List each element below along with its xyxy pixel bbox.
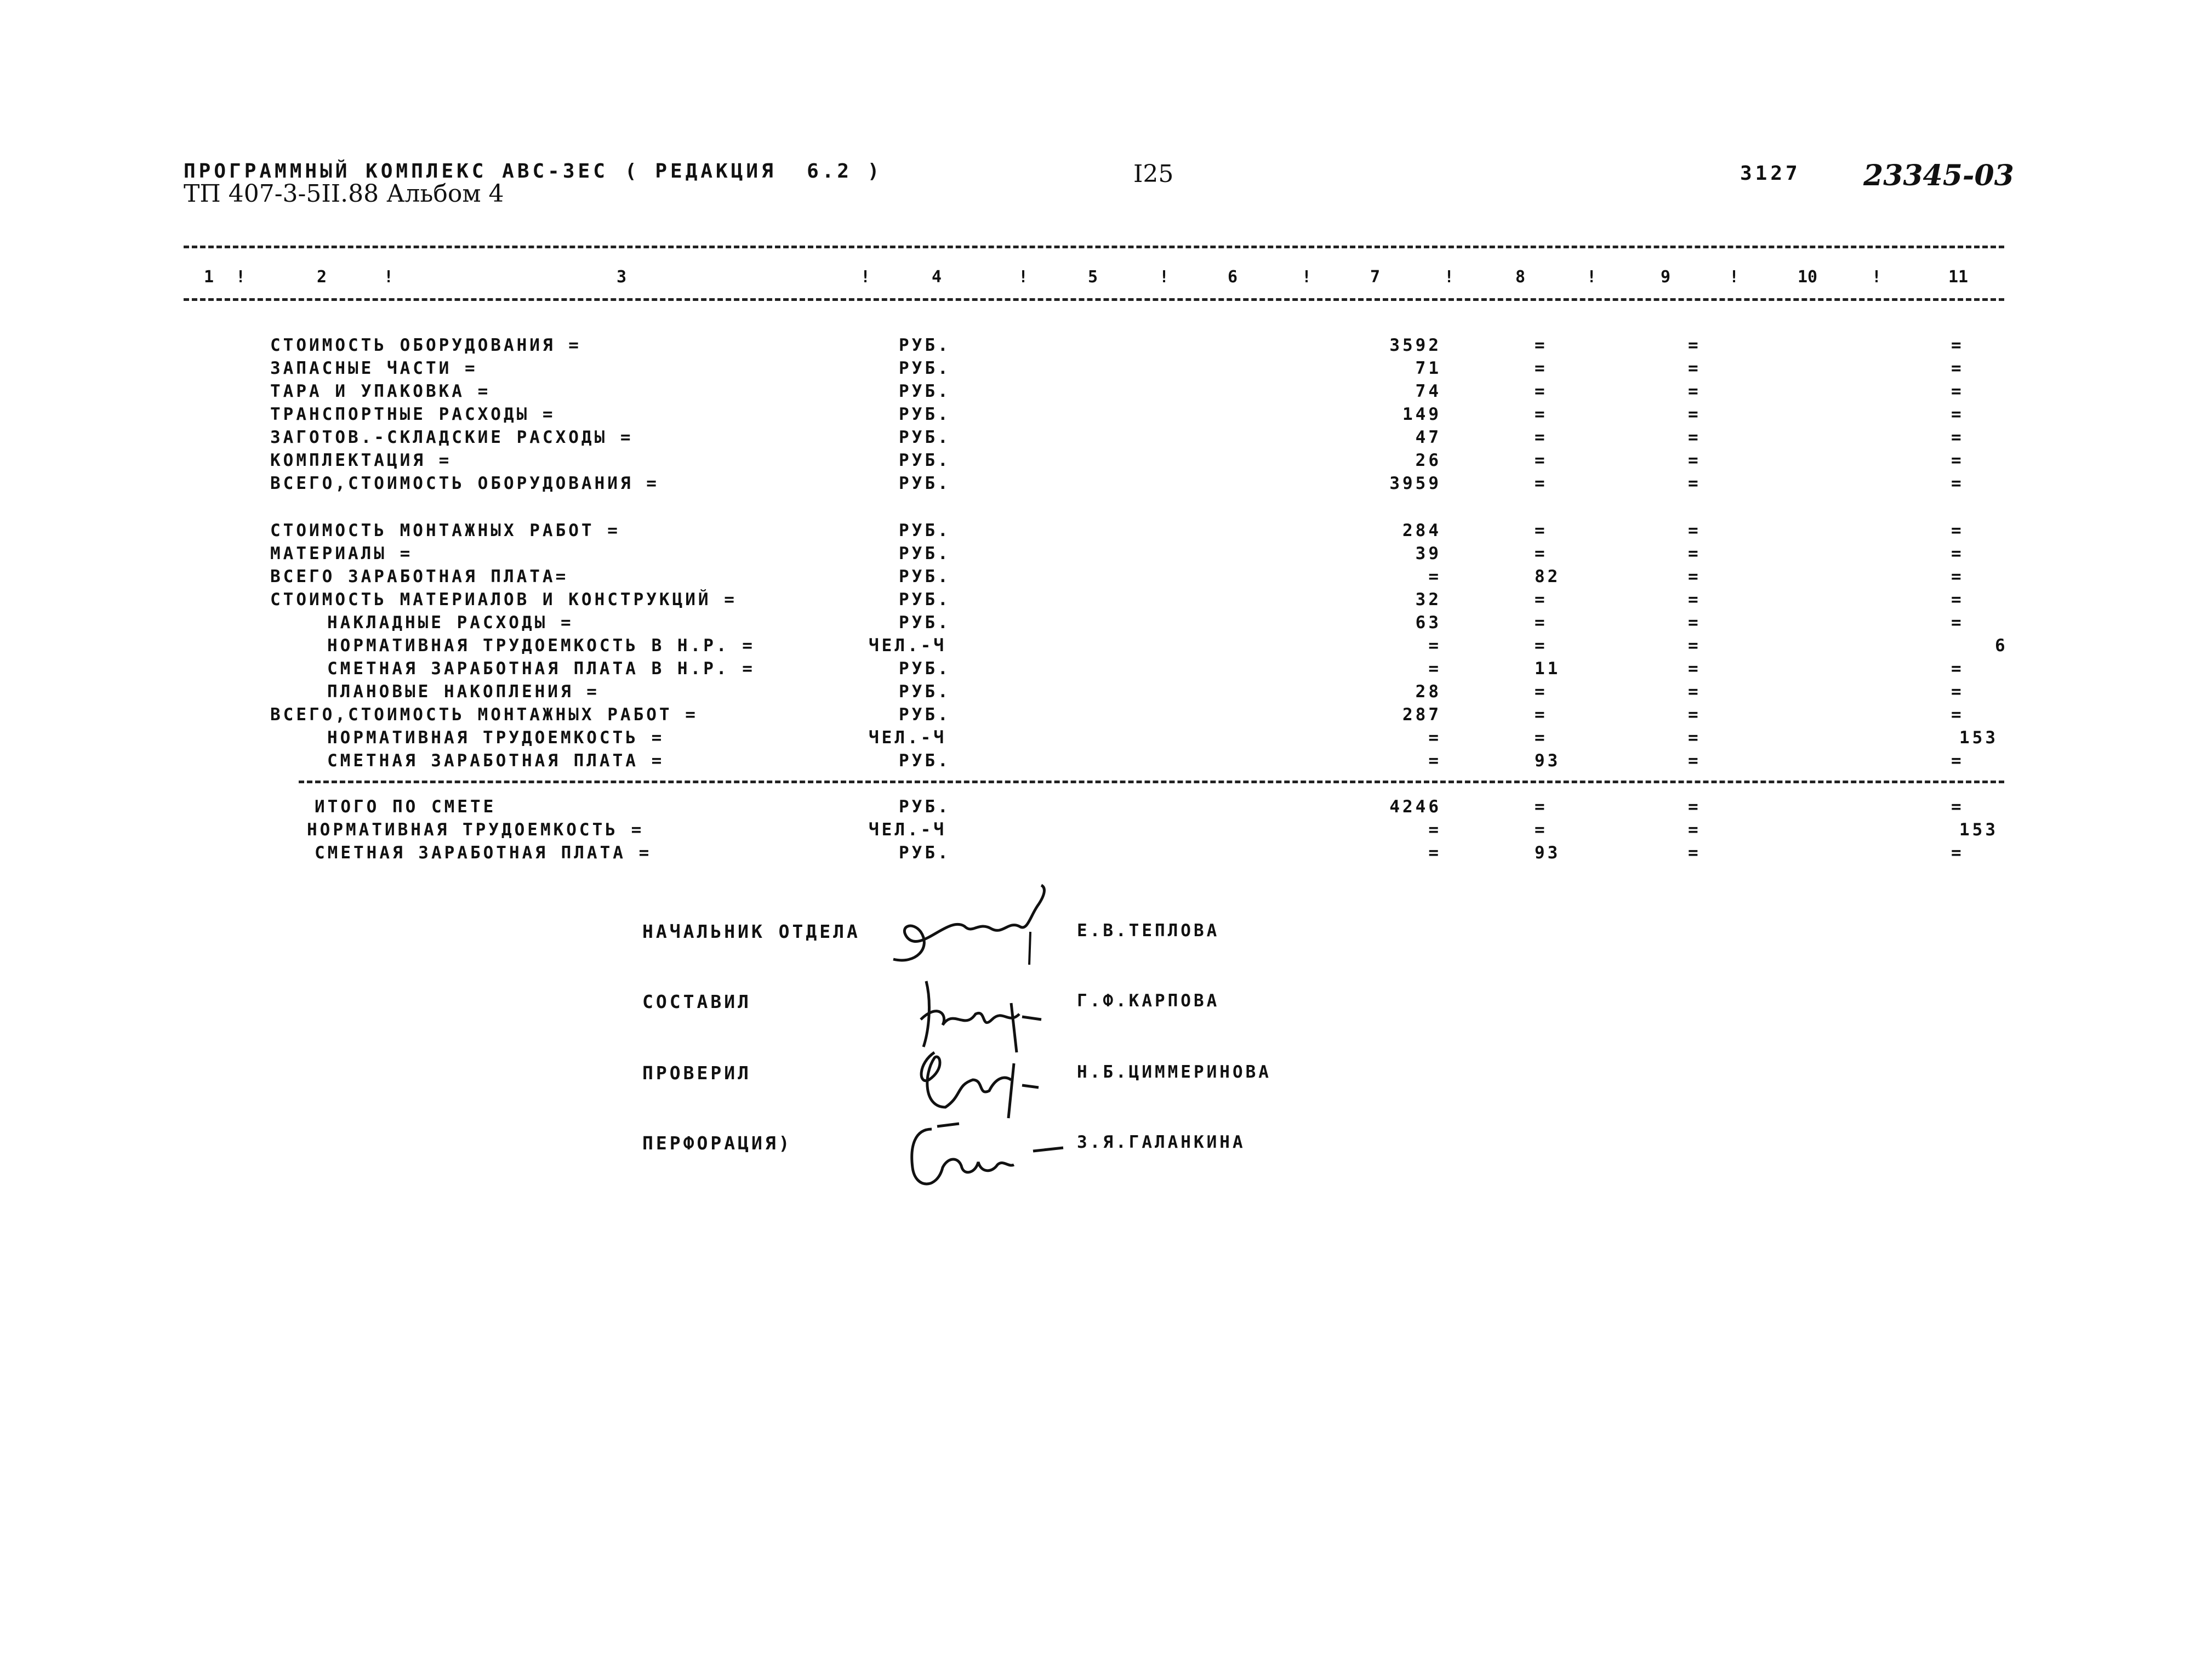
col-header-5: 5 [1088,267,1098,287]
program-name: ПРОГРАММНЫЙ КОМПЛЕКС АВС-3ЕС [184,160,608,183]
row-name: СТОИМОСТЬ ОБОРУДОВАНИЯ = [270,335,581,355]
col-header-11: 11 [1948,267,1969,287]
col-header-9: 9 [1661,267,1671,287]
row-value-9: = [1688,728,1701,748]
row-value-11: = [1951,659,1964,679]
row-value-9: = [1688,335,1701,355]
row-name: НОРМАТИВНАЯ ТРУДОЕМКОСТЬ = [307,820,645,840]
row-value-9: = [1688,451,1701,470]
table-row [0,728,2207,751]
handwritten-number: 23345-03 [1863,159,2014,192]
row-name: ТАРА И УПАКОВКА = [270,381,491,401]
row-value-11: = [1951,797,1964,817]
signature-name: З.Я.ГАЛАНКИНА [1077,1132,1246,1152]
table-row [0,751,2207,774]
table-row [0,405,2207,428]
table-row [0,567,2207,590]
row-name: СМЕТНАЯ ЗАРАБОТНАЯ ПЛАТА В Н.Р. = [327,659,755,679]
row-value-7: 71 [1415,358,1441,378]
row-value-11: 153 [1959,820,1998,840]
row-value-7: 32 [1415,590,1441,610]
column-headers: 1 2 3 4 5 6 7 8 9 10 11 ! ! ! ! ! ! ! ! ! ! [204,267,1969,287]
row-unit: РУБ. [899,474,951,493]
table-row [0,381,2207,405]
row-value-11: = [1951,544,1964,563]
row-value-8: = [1535,521,1548,540]
row-value-7: 28 [1415,682,1441,702]
row-name: НАКЛАДНЫЕ РАСХОДЫ = [327,613,574,633]
document-code: 3127 [1740,162,1801,185]
row-value-9: = [1688,358,1701,378]
row-value-11: = [1951,751,1964,771]
table-row [0,613,2207,636]
row-value-9: = [1688,705,1701,725]
row-unit: РУБ. [899,521,951,540]
row-value-8: = [1535,474,1548,493]
row-value-11: = [1951,335,1964,355]
row-value-11: = [1951,705,1964,725]
row-unit: РУБ. [899,843,951,863]
row-value-11: = [1951,590,1964,610]
signature-title: СОСТАВИЛ [642,991,751,1012]
rule-before-total [299,781,2004,783]
row-value-8: 11 [1535,659,1561,679]
row-unit: РУБ. [899,682,951,702]
table-row [0,797,2207,820]
col-header-10: 10 [1798,267,1818,287]
row-value-7: 39 [1415,544,1441,563]
row-unit: РУБ. [899,613,951,633]
row-value-9: = [1688,474,1701,493]
col-header-8: 8 [1515,267,1526,287]
row-value-8: = [1535,797,1548,817]
col-header-4: 4 [932,267,942,287]
row-unit: РУБ. [899,428,951,447]
row-name: СМЕТНАЯ ЗАРАБОТНАЯ ПЛАТА = [315,843,652,863]
row-name: ВСЕГО,СТОИМОСТЬ ОБОРУДОВАНИЯ = [270,474,659,493]
row-name: ЗАПАСНЫЕ ЧАСТИ = [270,358,478,378]
signature-mark [882,882,1058,976]
row-unit: ЧЕЛ.-Ч [869,820,946,840]
table-row [0,636,2207,659]
row-value-7: = [1428,636,1441,656]
row-name: СТОИМОСТЬ МОНТАЖНЫХ РАБОТ = [270,521,620,540]
row-value-9: = [1688,820,1701,840]
col-header-3: 3 [617,267,627,287]
row-unit: ЧЕЛ.-Ч [869,636,946,656]
row-name: ВСЕГО,СТОИМОСТЬ МОНТАЖНЫХ РАБОТ = [270,705,698,725]
row-unit: ЧЕЛ.-Ч [869,728,946,748]
row-unit: РУБ. [899,590,951,610]
signature-name: Е.В.ТЕПЛОВА [1077,921,1220,941]
edition-label: ( РЕДАКЦИЯ 6.2 ) [625,160,883,183]
col-header-7: 7 [1370,267,1381,287]
row-name: СТОИМОСТЬ МАТЕРИАЛОВ И КОНСТРУКЦИЙ = [270,590,737,610]
row-value-11: = [1951,405,1964,424]
col-header-2: 2 [317,267,327,287]
row-unit: РУБ. [899,335,951,355]
row-value-7: 4246 [1389,797,1441,817]
row-value-9: = [1688,567,1701,586]
row-value-7: 3592 [1389,335,1441,355]
row-value-7: 287 [1402,705,1441,725]
row-value-8: = [1535,428,1548,447]
row-value-7: = [1428,659,1441,679]
rule-header-bottom [184,298,2004,301]
row-name: НОРМАТИВНАЯ ТРУДОЕМКОСТЬ = [327,728,665,748]
row-value-7: 26 [1415,451,1441,470]
table-row [0,428,2207,451]
row-value-9: = [1688,751,1701,771]
row-unit: РУБ. [899,451,951,470]
row-unit: РУБ. [899,659,951,679]
signature-title: ПЕРФОРАЦИЯ) [642,1132,792,1154]
row-value-8: 82 [1535,567,1561,586]
row-value-8: = [1535,451,1548,470]
row-value-9: = [1688,590,1701,610]
row-value-7: 63 [1415,613,1441,633]
row-name: ВСЕГО ЗАРАБОТНАЯ ПЛАТА= [270,567,569,586]
row-unit: РУБ. [899,358,951,378]
row-unit: РУБ. [899,705,951,725]
row-value-8: = [1535,405,1548,424]
row-value-7: 74 [1415,381,1441,401]
row-value-8: = [1535,636,1548,656]
row-value-9: = [1688,428,1701,447]
signature-title: ПРОВЕРИЛ [642,1062,751,1084]
row-value-7: = [1428,728,1441,748]
row-value-8: = [1535,682,1548,702]
row-value-11: = [1951,613,1964,633]
row-unit: РУБ. [899,797,951,817]
col-header-6: 6 [1228,267,1238,287]
table-row [0,820,2207,843]
row-value-9: = [1688,636,1701,656]
page-number: I25 [1133,160,1174,188]
row-value-7: 47 [1415,428,1441,447]
row-unit: РУБ. [899,405,951,424]
table-row [0,590,2207,613]
table-row [0,474,2207,497]
table-row [0,659,2207,682]
row-value-11: = [1951,451,1964,470]
row-value-7: 3959 [1389,474,1441,493]
row-value-9: = [1688,405,1701,424]
row-value-9: = [1688,797,1701,817]
row-value-8: = [1535,613,1548,633]
row-value-9: = [1688,682,1701,702]
row-value-8: 93 [1535,751,1561,771]
row-value-9: = [1688,843,1701,863]
row-value-11: = [1951,521,1964,540]
row-value-11: 6 [1995,636,2008,656]
row-value-8: = [1535,728,1548,748]
table-row [0,544,2207,567]
row-name: ПЛАНОВЫЕ НАКОПЛЕНИЯ = [327,682,600,702]
table-row [0,705,2207,728]
table-row [0,521,2207,544]
row-value-7: 284 [1402,521,1441,540]
table-row [0,682,2207,705]
row-value-7: = [1428,820,1441,840]
col-header-1: 1 [204,267,214,287]
row-value-11: = [1951,381,1964,401]
row-value-9: = [1688,521,1701,540]
document-title: ТП 407-3-5II.88 Альбом 4 [184,180,504,208]
row-unit: РУБ. [899,381,951,401]
row-value-11: = [1951,843,1964,863]
signature-mark [913,1041,1055,1124]
row-name: ЗАГОТОВ.-СКЛАДСКИЕ РАСХОДЫ = [270,428,634,447]
row-value-9: = [1688,613,1701,633]
row-name: СМЕТНАЯ ЗАРАБОТНАЯ ПЛАТА = [327,751,665,771]
row-value-7: = [1428,843,1441,863]
row-name: МАТЕРИАЛЫ = [270,544,413,563]
signature-name: Н.Б.ЦИММЕРИНОВА [1077,1062,1271,1082]
row-value-11: 153 [1959,728,1998,748]
row-value-8: = [1535,335,1548,355]
row-value-11: = [1951,428,1964,447]
row-name: ИТОГО ПО СМЕТЕ [315,797,497,817]
row-value-11: = [1951,682,1964,702]
rule-top [184,246,2004,248]
row-value-8: = [1535,381,1548,401]
table-row [0,451,2207,474]
row-unit: РУБ. [899,544,951,563]
row-value-8: = [1535,705,1548,725]
row-value-9: = [1688,659,1701,679]
row-value-11: = [1951,474,1964,493]
row-unit: РУБ. [899,751,951,771]
row-name: НОРМАТИВНАЯ ТРУДОЕМКОСТЬ В Н.Р. = [327,636,755,656]
row-value-8: = [1535,544,1548,563]
signature-title: НАЧАЛЬНИК ОТДЕЛА [642,921,860,942]
row-value-11: = [1951,567,1964,586]
signature-name: Г.Ф.КАРПОВА [1077,991,1220,1011]
row-value-9: = [1688,544,1701,563]
signature-mark [899,1113,1074,1195]
row-name: КОМПЛЕКТАЦИЯ = [270,451,452,470]
row-value-7: = [1428,567,1441,586]
row-unit: РУБ. [899,567,951,586]
row-value-8: = [1535,820,1548,840]
row-value-11: = [1951,358,1964,378]
row-value-8: = [1535,590,1548,610]
row-value-7: 149 [1402,405,1441,424]
table-row [0,358,2207,381]
row-name: ТРАНСПОРТНЫЕ РАСХОДЫ = [270,405,556,424]
row-value-8: 93 [1535,843,1561,863]
table-row [0,843,2207,866]
row-value-8: = [1535,358,1548,378]
table-row [0,335,2207,358]
row-value-7: = [1428,751,1441,771]
row-value-9: = [1688,381,1701,401]
